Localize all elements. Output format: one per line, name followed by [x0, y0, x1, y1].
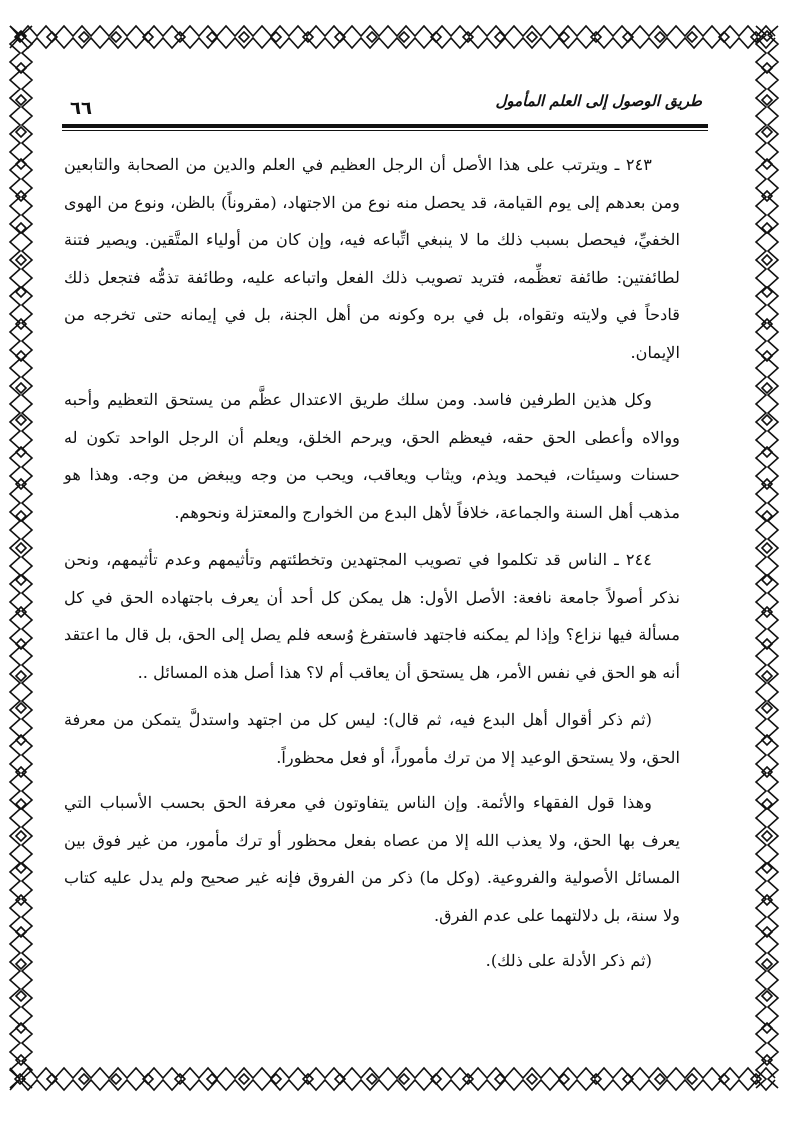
border-diamond [527, 1074, 537, 1084]
border-diamond [762, 831, 772, 841]
border-diamond [111, 1074, 121, 1084]
border-diamond [16, 255, 26, 265]
paragraph-jurists-view: وهذا قول الفقهاء والأئمة. وإن الناس يتفاوتون في معرفة الحق بحسب الأسباب التي يعرف بها الحق، ولا يعذب الله إلا من عصاه بفعل محظور أو ترك مأمور، من غير فوق بين المسائل الأصولية والفروعية. (وكل ما) ذكر من الفروق فإنه غير صحيح ولم يدل عليه كتاب ولا سنة، بل دلالتهما على عدم الفرق. [64, 793, 680, 925]
body-text [64, 146, 680, 990]
border-diamond [762, 255, 772, 265]
paragraph-244: ٢٤٤ ـ الناس قد تكلموا في تصويب المجتهدين وتخطئتهم وتأثيمهم وعدم تأثيمهم، ونحن نذكر أصولاً جامعة نافعة: الأصل الأول: هل يمكن كل أحد أن يعرف باجتهاده الحق في كل مسألة فيها نزاع؟ وإذا لم يمكنه فاجتهد فاستفرغ وُسعه فلم يصل إلى الحق، بل قال ما اعتقد أنه هو الحق في نفس الأمر، هل يستحق أن يعاقب أم لا؟ هذا أصل هذه المسائل .. [64, 550, 680, 682]
running-title: طريق الوصول إلى العلم المأمول [495, 92, 702, 110]
border-zigzag-line [10, 26, 775, 36]
page-number: ٦٦ [70, 98, 92, 119]
border-diamond [762, 415, 772, 425]
border-diamond [16, 703, 26, 713]
border-diamond [527, 32, 537, 42]
header-rule-thin [62, 130, 708, 131]
border-diamond [111, 32, 121, 42]
border-diamond [762, 127, 772, 137]
border-diamond [16, 671, 26, 681]
border-diamond [399, 1074, 409, 1084]
paragraph-243: ٢٤٣ ـ ويترتب على هذا الأصل أن الرجل العظيم في العلم والدين من الصحابة والتابعين ومن بعدهم إلى يوم القيامة، قد يحصل منه نوع من الاجتهاد، (مقروناً) بالظن، ونوع من الهوى الخفيِّ، فيحصل بسبب ذلك ما لا ينبغي اتِّباعه فيه، وإن كان من أولياء المتَّقين. ويصير فتنة لطائفتين: طائفة تعظِّمه، فتريد تصويب ذلك الفعل واتباعه عليه، وطائفة تذمُّه فتجعل ذلك قادحاً في ولايته وتقواه، بل في بره وكونه من أهل الجنة، بل في إيمانه حتى تخرجه من الإيمان. [64, 155, 680, 362]
border-diamond [79, 32, 89, 42]
paragraph-innovators-views: (ثم ذكر أقوال أهل البدع فيه، ثم قال): ليس كل من اجتهد واستدلَّ يتمكن من معرفة الحق، ولا يستحق الوعيد إلا من ترك مأموراً، أو فعل محظوراً. [64, 710, 680, 767]
border-diamond [687, 1074, 697, 1084]
border-diamond [16, 127, 26, 137]
border-diamond [762, 671, 772, 681]
border-zigzag-line [10, 1068, 775, 1078]
border-zigzag-line [10, 38, 775, 48]
border-diamond [16, 95, 26, 105]
paragraph-evidence-note: (ثم ذكر الأدلة على ذلك). [485, 951, 652, 970]
border-diamond [16, 383, 26, 393]
border-diamond [16, 831, 26, 841]
border-diamond [687, 32, 697, 42]
header-rule [62, 124, 708, 128]
border-diamond [79, 1074, 89, 1084]
border-diamond [399, 32, 409, 42]
border-diamond [762, 95, 772, 105]
border-diamond [762, 543, 772, 553]
border-diamond [762, 991, 772, 1001]
border-diamond [367, 1074, 377, 1084]
page-header [62, 84, 708, 128]
border-diamond [239, 1074, 249, 1084]
border-diamond [655, 32, 665, 42]
border-diamond [762, 383, 772, 393]
paragraph-moderation: وكل هذين الطرفين فاسد. ومن سلك طريق الاعتدال عظَّم من يستحق التعظيم وأحبه ووالاه وأعطى الحق حقه، فيعظم الحق، ويرحم الخلق، ويعلم أن الرجل الواحد تكون له حسنات وسيئات، فيحمد ويذم، ويثاب ويعاقب، ويحب من وجه ويبغض من وجه. وهذا هو مذهب أهل السنة والجماعة، خلافاً لأهل البدع من الخوارج والمعتزلة ونحوهم. [64, 390, 680, 522]
border-zigzag-line [10, 1080, 775, 1090]
border-diamond [239, 32, 249, 42]
border-diamond [16, 415, 26, 425]
border-diamond [762, 703, 772, 713]
border-diamond [16, 959, 26, 969]
border-diamond [762, 959, 772, 969]
border-diamond [16, 991, 26, 1001]
border-diamond [655, 1074, 665, 1084]
border-diamond [367, 32, 377, 42]
border-diamond [16, 543, 26, 553]
